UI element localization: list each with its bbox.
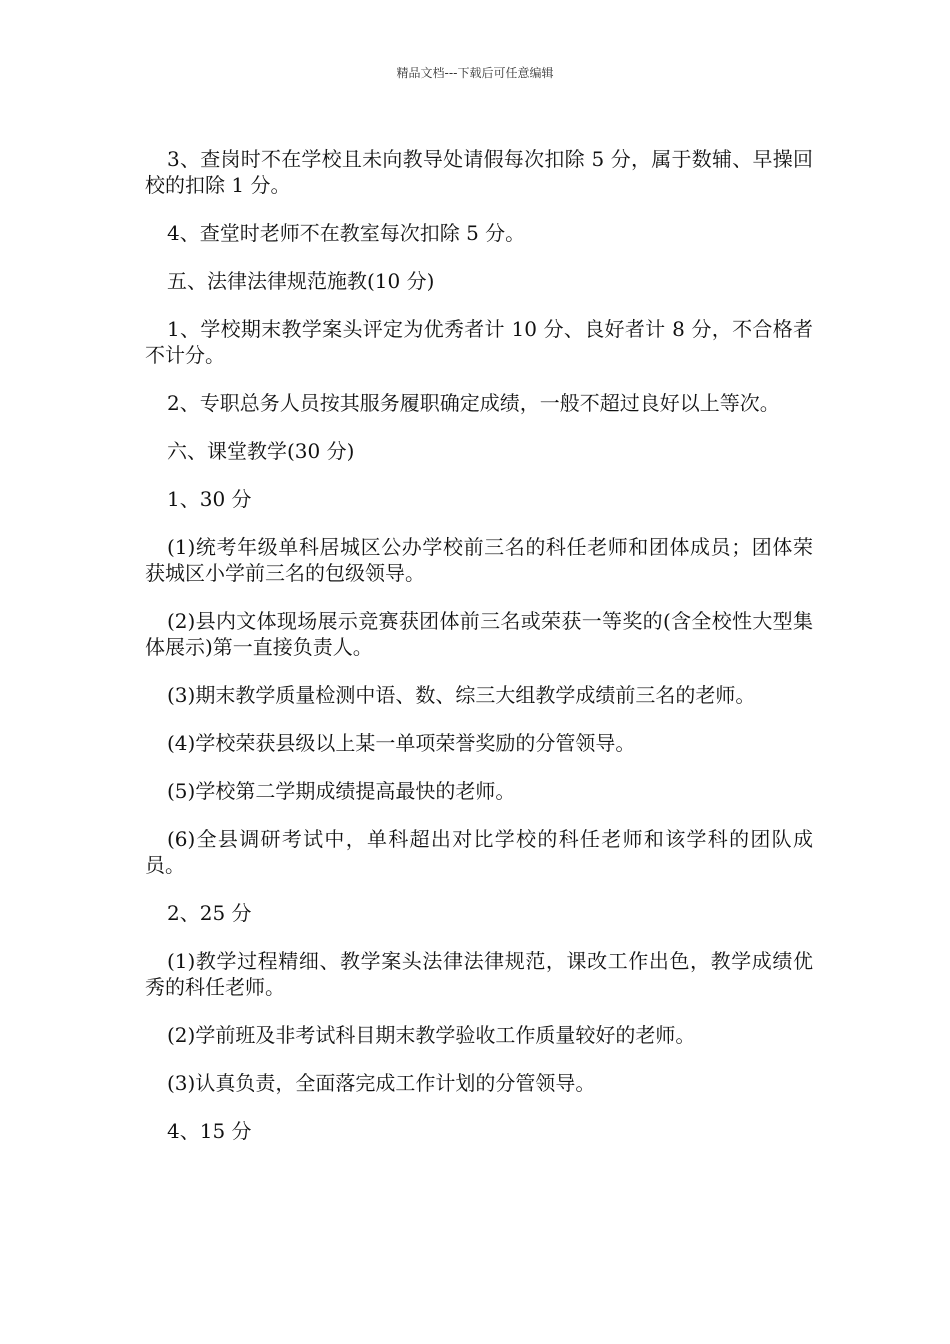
paragraph-subitem-4: (4)学校荣获县级以上某一单项荣誉奖励的分管领导。 — [167, 731, 636, 755]
paragraph-subitem-5: (5)学校第二学期成绩提高最快的老师。 — [167, 779, 516, 803]
page-header: 精品文档---下载后可任意编辑 — [396, 66, 554, 80]
paragraph-item-5-1: 1、学校期末教学案头评定为优秀者计 10 分、良好者计 8 分，不合格者不计分。 — [145, 317, 813, 367]
paragraph-subitem-3: (3)期末教学质量检测中语、数、综三大组教学成绩前三名的老师。 — [167, 683, 756, 707]
paragraph-subitem-6: (6)全县调研考试中，单科超出对比学校的科任老师和该学科的团队成员。 — [145, 827, 813, 877]
paragraph-item-4: 4、查堂时老师不在教室每次扣除 5 分。 — [167, 221, 526, 245]
paragraph-item-6-1: 1、30 分 — [167, 487, 252, 511]
document-body — [145, 146, 813, 1166]
paragraph-subitem-1: (1)统考年级单科居城区公办学校前三名的科任老师和团体成员；团体荣获城区小学前三名的包级领导。 — [145, 535, 813, 585]
paragraph-subitem-2: (2)县内文体现场展示竞赛获团体前三名或荣获一等奖的(含全校性大型集体展示)第一直接负责人。 — [145, 609, 813, 659]
paragraph-subitem-2-3: (3)认真负责，全面落完成工作计划的分管领导。 — [167, 1071, 596, 1095]
section-heading-5: 五、法律法律规范施教(10 分) — [167, 269, 435, 293]
section-heading-6: 六、课堂教学(30 分) — [167, 439, 355, 463]
paragraph-subitem-2-2: (2)学前班及非考试科目期末教学验收工作质量较好的老师。 — [167, 1023, 696, 1047]
paragraph-item-6-4: 4、15 分 — [167, 1119, 252, 1143]
paragraph-subitem-2-1: (1)教学过程精细、教学案头法律法律规范，课改工作出色，教学成绩优秀的科任老师。 — [145, 949, 813, 999]
paragraph-item-5-2: 2、专职总务人员按其服务履职确定成绩，一般不超过良好以上等次。 — [167, 391, 780, 415]
paragraph-item-6-2: 2、25 分 — [167, 901, 252, 925]
paragraph-item-3: 3、查岗时不在学校且未向教导处请假每次扣除 5 分，属于数辅、早操回校的扣除 1 分。 — [145, 147, 813, 197]
